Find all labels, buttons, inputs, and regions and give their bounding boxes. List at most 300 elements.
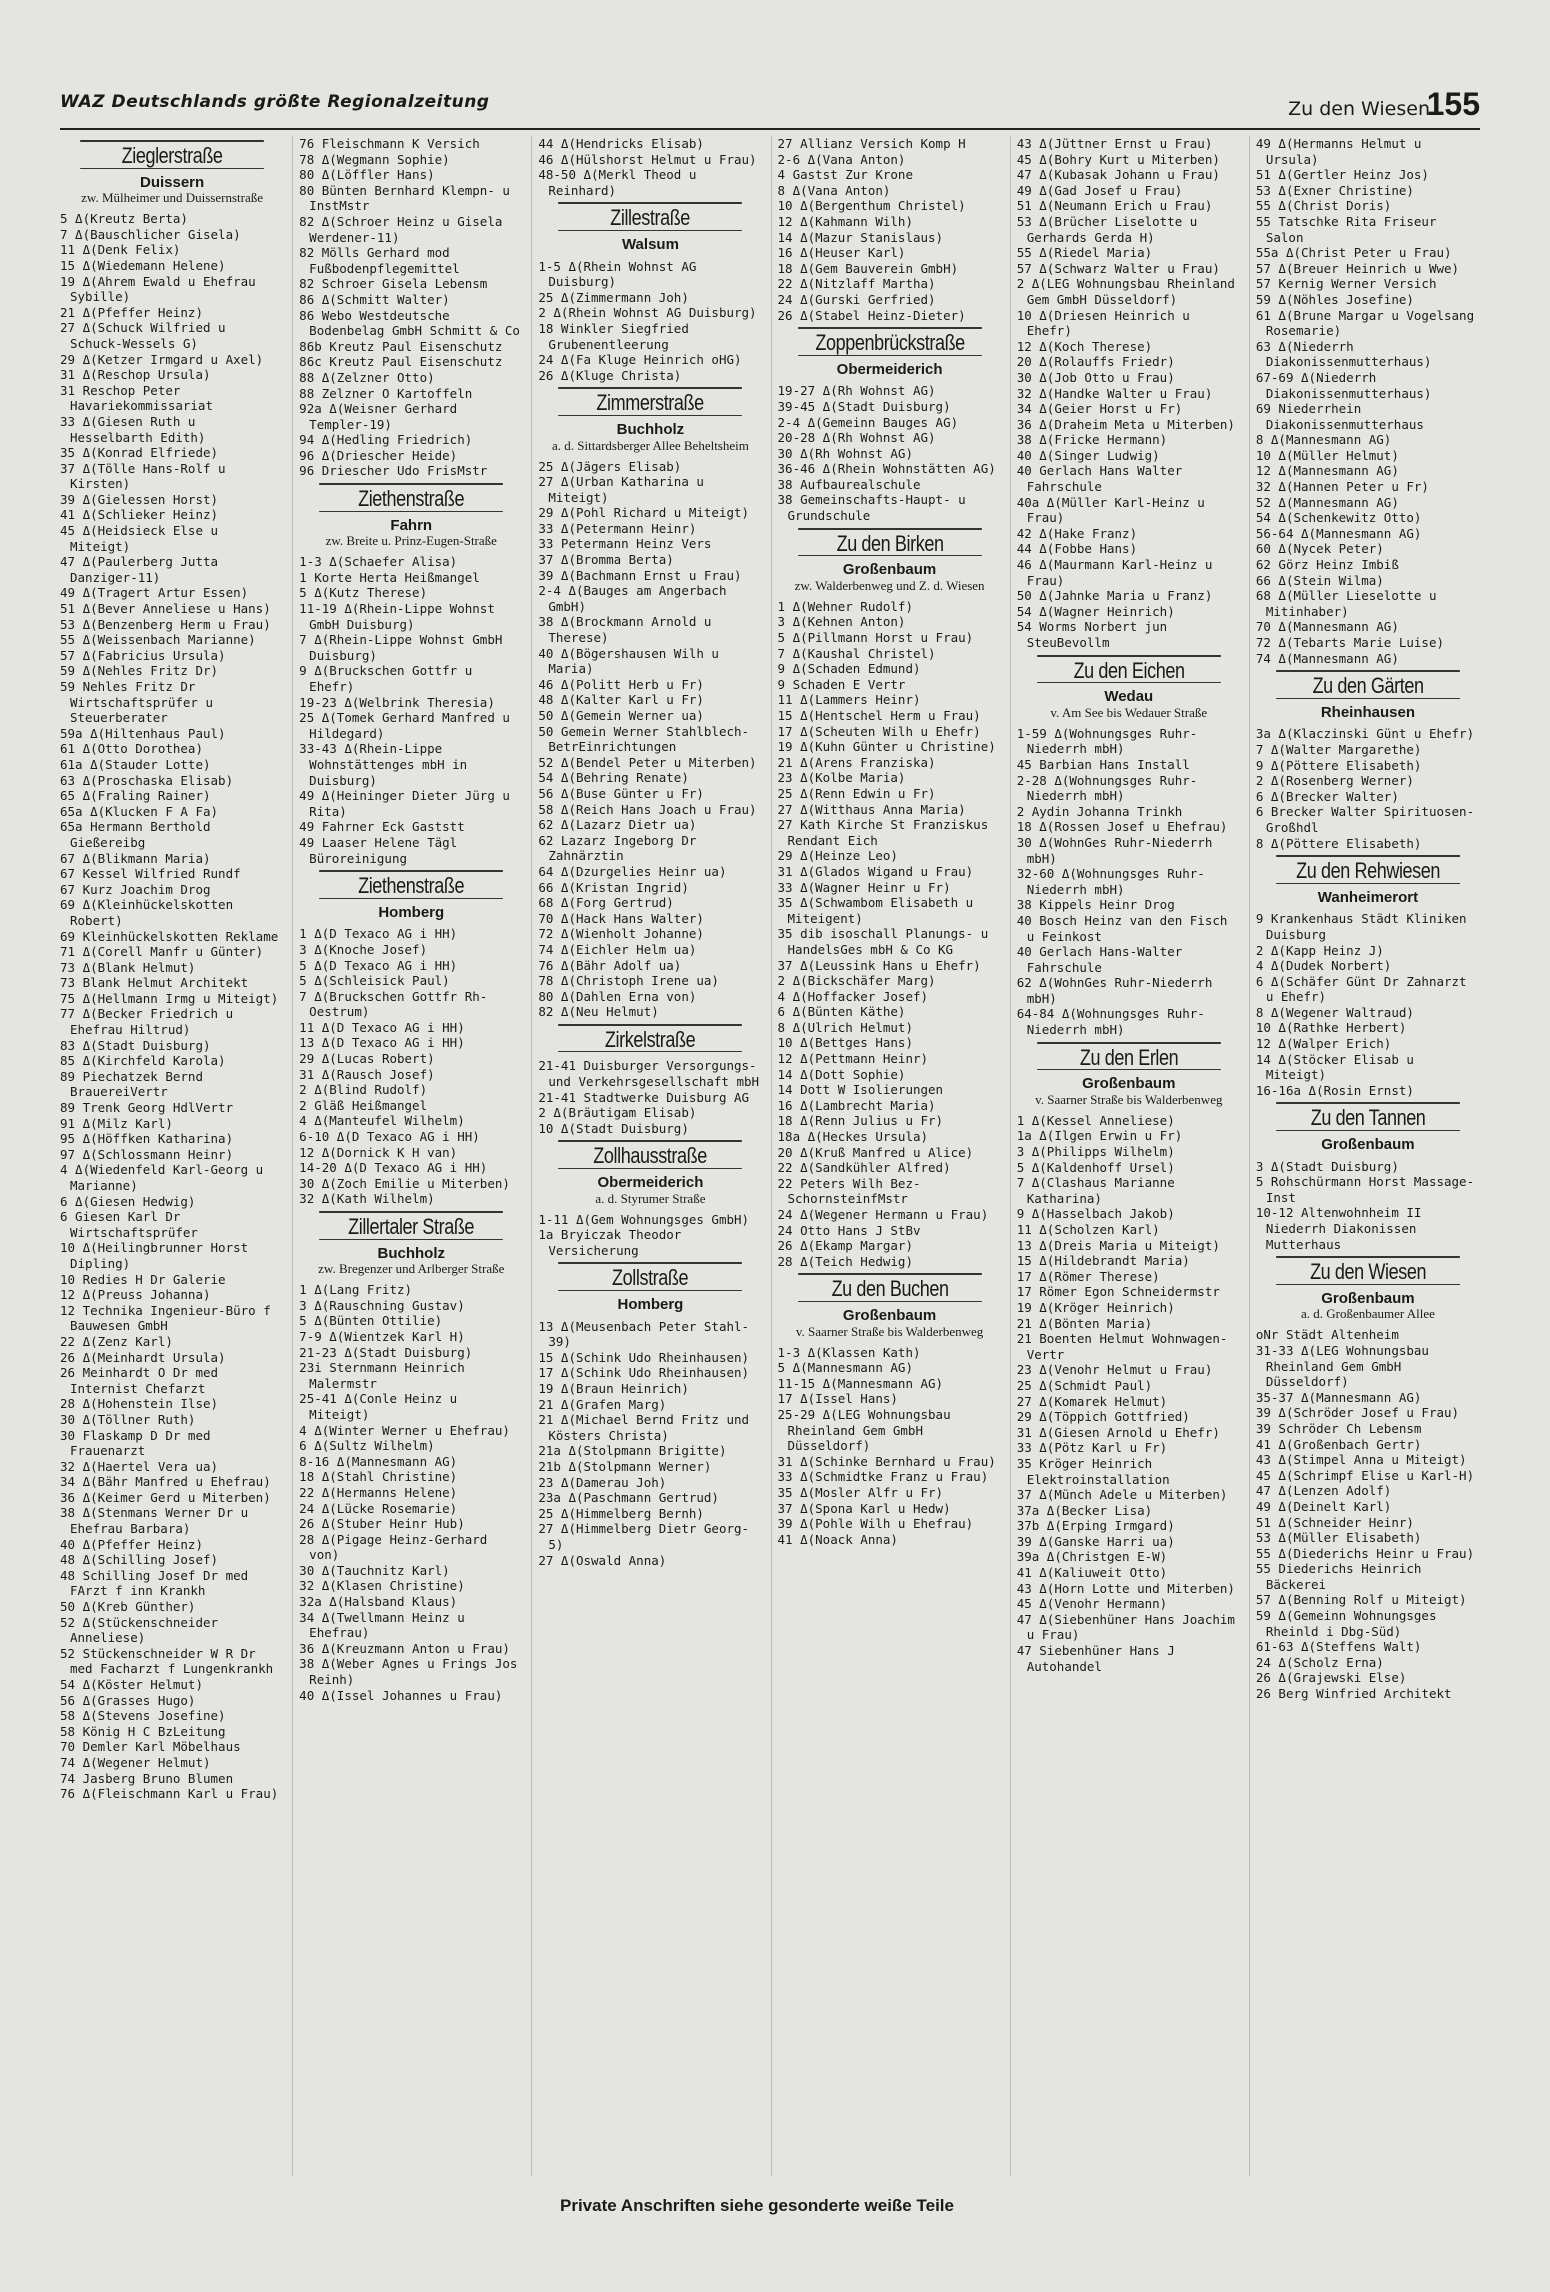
address-entry: 48 Δ(Kalter Karl u Fr) bbox=[538, 692, 704, 708]
address-entry: 19 Δ(Kröger Heinrich) bbox=[1016, 1299, 1175, 1315]
address-entry: 10 Redies H Dr Galerie bbox=[60, 1271, 226, 1287]
address-entry: 24 Δ(Lücke Rosemarie) bbox=[299, 1500, 458, 1516]
address-entry: 1-5 Δ(Rhein Wohnst AG Duisburg) bbox=[538, 258, 697, 290]
directory-page bbox=[60, 70, 1480, 2270]
address-entry: 15 Δ(Schink Udo Rheinhausen) bbox=[538, 1349, 750, 1365]
address-entry: 25 Δ(Schmidt Paul) bbox=[1016, 1377, 1153, 1393]
address-entry: 14 Δ(Mazur Stanislaus) bbox=[777, 229, 944, 245]
address-entry: 2 Δ(Kapp Heinz J) bbox=[1255, 942, 1384, 958]
address-entry: 1a Bryiczak Theodor Versicherung bbox=[538, 1227, 682, 1258]
address-entry: 26 Meinhardt O Dr med Internist Chefarzt bbox=[60, 1365, 219, 1396]
address-entry: 80 Δ(Dahlen Erna von) bbox=[538, 988, 697, 1004]
address-entry: 4 Δ(Wiedenfeld Karl-Georg u Marianne) bbox=[60, 1162, 264, 1193]
address-entry: 39 Δ(Schröder Josef u Frau) bbox=[1255, 1405, 1460, 1421]
address-entry: 12 Δ(Walper Erich) bbox=[1255, 1036, 1392, 1052]
address-entry: 57 Δ(Schwarz Walter u Frau) bbox=[1016, 260, 1220, 276]
address-entry: 36 Δ(Kreuzmann Anton u Frau) bbox=[299, 1640, 510, 1656]
address-entry: 20 Δ(Kruß Manfred u Alice) bbox=[777, 1144, 974, 1160]
address-entry: 27 Δ(Oswald Anna) bbox=[538, 1552, 667, 1568]
address-entry: 86c Kreutz Paul Eisenschutz bbox=[299, 354, 503, 370]
address-entry: 86 Δ(Schmitt Walter) bbox=[299, 291, 450, 307]
address-entry: 48 Schilling Josef Dr med FArzt f inn Krankh bbox=[60, 1567, 249, 1599]
address-entry: 7-9 Δ(Wientzek Karl H) bbox=[299, 1328, 465, 1344]
address-entry: 45 Δ(Schrimpf Elise u Karl-H) bbox=[1255, 1467, 1475, 1483]
address-entry: 82 Schroer Gisela Lebensm bbox=[299, 276, 488, 292]
address-entry: 40 Bosch Heinz van den Fisch u Feinkost bbox=[1016, 912, 1228, 944]
address-entry: 27 Allianz Versich Komp H bbox=[777, 136, 966, 151]
address-entry: 14 Dott W Isolierungen bbox=[777, 1082, 944, 1098]
address-entry: 4 Δ(Hoffacker Josef) bbox=[777, 988, 929, 1004]
address-entry: 24 Δ(Fa Kluge Heinrich oHG) bbox=[538, 352, 742, 368]
address-entry: 9 Δ(Hasselbach Jakob) bbox=[1016, 1206, 1175, 1222]
address-entry: 19 Δ(Braun Heinrich) bbox=[538, 1380, 689, 1396]
address-entry: 59 Nehles Fritz Dr Wirtschaftsprüfer u Steuerberater bbox=[60, 679, 213, 726]
address-entry: 33 Δ(Pötz Karl u Fr) bbox=[1016, 1440, 1168, 1456]
address-entry: 54 Δ(Behring Renate) bbox=[538, 770, 689, 786]
address-entry: 17 Δ(Scheuten Wilh u Ehefr) bbox=[777, 723, 981, 739]
street-district: Fahrn bbox=[390, 516, 433, 534]
address-entry: 77 Δ(Becker Friedrich u Ehefrau Hiltrud) bbox=[60, 1006, 234, 1038]
address-entry: 2-4 Δ(Bauges am Angerbach GmbH) bbox=[538, 583, 727, 614]
address-entry: 65a Δ(Klucken F A Fa) bbox=[60, 803, 219, 819]
address-entry: 18a Δ(Heckes Ursula) bbox=[777, 1129, 929, 1145]
street-location-note: a. d. Großenbaumer Allee bbox=[1300, 1306, 1435, 1322]
address-entry: 83 Δ(Stadt Duisburg) bbox=[60, 1037, 211, 1053]
address-entry: 67 Kurz Joachim Drog bbox=[60, 881, 211, 897]
address-entry: 12 Δ(Kahmann Wilh) bbox=[777, 213, 913, 229]
column-6 bbox=[1249, 136, 1480, 2176]
address-entry: 12 Δ(Pettmann Heinr) bbox=[777, 1051, 929, 1067]
address-entry: 1a Δ(Ilgen Erwin u Fr) bbox=[1016, 1128, 1183, 1144]
address-entry: 22 Peters Wilh Bez-SchornsteinfMstr bbox=[777, 1175, 921, 1207]
address-entry: 37 Δ(Leussink Hans u Ehefr) bbox=[777, 957, 981, 973]
address-entry: 1 Δ(D Texaco AG i HH) bbox=[299, 926, 458, 942]
address-entry: 63 Δ(Niederrh Diakonissenmutterhaus) bbox=[1255, 338, 1432, 370]
address-entry: 55 Δ(Christ Doris) bbox=[1255, 198, 1392, 214]
address-entry: 21 Δ(Pfeffer Heinz) bbox=[60, 304, 203, 320]
address-entry: 82 Mölls Gerhard mod Fußbodenpflegemittel bbox=[299, 245, 460, 276]
address-entry: 96 Δ(Driescher Heide) bbox=[299, 447, 458, 463]
address-entry: 80 Bünten Bernhard Klempn- u InstMstr bbox=[299, 182, 510, 214]
address-entry: 49 Laaser Helene Tägl Büroreinigung bbox=[299, 834, 458, 866]
address-entry: 95 Δ(Höffken Katharina) bbox=[60, 1131, 234, 1147]
address-entry: 45 Δ(Heidsieck Else u Miteigt) bbox=[60, 523, 219, 554]
address-entry: 54 Worms Norbert jun SteuBevollm bbox=[1016, 619, 1168, 650]
address-entry: 27 Δ(Schuck Wilfried u Schuck-Wessels G) bbox=[60, 320, 226, 351]
address-entry: 70 Δ(Mannesmann AG) bbox=[1255, 619, 1399, 635]
street-district: Rheinhausen bbox=[1320, 703, 1416, 721]
address-entry: 70 Δ(Hack Hans Walter) bbox=[538, 910, 704, 926]
address-entry: 1 Korte Herta Heißmangel bbox=[299, 569, 480, 585]
address-entry: 82 Δ(Schroer Heinz u Gisela Werdener-11) bbox=[299, 213, 503, 245]
address-entry: 10 Δ(Driesen Heinrich u Ehefr) bbox=[1016, 307, 1190, 339]
address-entry: 12 Δ(Koch Therese) bbox=[1016, 338, 1153, 354]
address-entry: 2 Δ(Rosenberg Werner) bbox=[1255, 773, 1414, 789]
address-entry: 12 Technika Ingenieur-Büro f Bauwesen GmbH bbox=[60, 1302, 271, 1334]
address-entry: 49 Δ(Deinelt Karl) bbox=[1255, 1498, 1392, 1514]
address-entry: 19 Δ(Kuhn Günter u Christine) bbox=[777, 739, 996, 755]
street-district: Obermeiderich bbox=[597, 1174, 704, 1192]
address-entry: 26 Berg Winfried Architekt bbox=[1255, 1686, 1452, 1702]
street-district: Großenbaum bbox=[842, 561, 937, 579]
address-entry: 70 Demler Karl Möbelhaus bbox=[60, 1739, 241, 1755]
street-district: Duissern bbox=[139, 173, 205, 191]
address-entry: 43 Δ(Stimpel Anna u Miteigt) bbox=[1255, 1452, 1467, 1468]
street-district: Homberg bbox=[617, 1296, 684, 1313]
address-entry: 31 Δ(Giesen Arnold u Ehefr) bbox=[1016, 1424, 1220, 1440]
address-entry: 45 Δ(Bohry Kurt u Miterben) bbox=[1016, 151, 1220, 167]
address-entry: 6 Brecker Walter Spirituosen-Großhdl bbox=[1255, 804, 1475, 835]
address-entry: 14-20 Δ(D Texaco AG i HH) bbox=[299, 1160, 488, 1176]
address-entry: 47 Siebenhüner Hans J Autohandel bbox=[1016, 1643, 1175, 1674]
address-entry: 51 Δ(Bever Anneliese u Hans) bbox=[60, 601, 271, 617]
address-entry: 3 Δ(Kehnen Anton) bbox=[777, 614, 906, 630]
address-entry: 2 Aydin Johanna Trinkh bbox=[1016, 803, 1183, 819]
address-entry: 27 Δ(Urban Katharina u Miteigt) bbox=[538, 474, 704, 505]
address-entry: 21b Δ(Stolpmann Werner) bbox=[538, 1458, 712, 1474]
address-entry: 67-69 Δ(Niederrh Diakonissenmutterhaus) bbox=[1255, 369, 1432, 401]
address-entry: 40 Δ(Pfeffer Heinz) bbox=[60, 1536, 203, 1552]
page-number: 155 bbox=[1426, 86, 1480, 122]
address-entry: 6 Δ(Sultz Wilhelm) bbox=[299, 1438, 435, 1454]
address-entry: 10 Δ(Stadt Duisburg) bbox=[538, 1120, 689, 1136]
address-entry: 4 Δ(Winter Werner u Ehefrau) bbox=[299, 1422, 510, 1438]
street-heading bbox=[299, 1211, 523, 1276]
address-entry: 51 Δ(Schneider Heinr) bbox=[1255, 1514, 1414, 1530]
address-entry: 35 Δ(Schwambom Elisabeth u Miteigent) bbox=[777, 895, 974, 926]
address-entry: 20-28 Δ(Rh Wohnst AG) bbox=[777, 430, 936, 446]
address-entry: 13 Δ(Meusenbach Peter Stahl-39) bbox=[538, 1318, 750, 1350]
address-entry: 23i Sternmann Heinrich Malermstr bbox=[299, 1360, 465, 1391]
column-5 bbox=[1010, 136, 1241, 2176]
address-entry: 10 Δ(Rathke Herbert) bbox=[1255, 1020, 1407, 1036]
address-entry: 44 Δ(Hendricks Elisab) bbox=[538, 136, 704, 151]
address-entry: 5 Δ(Pillmann Horst u Frau) bbox=[777, 630, 974, 646]
column-4 bbox=[771, 136, 1002, 2176]
address-entry: 25 Δ(Himmelberg Bernh) bbox=[538, 1505, 704, 1521]
address-entry: 17 Δ(Schink Udo Rheinhausen) bbox=[538, 1365, 750, 1381]
address-entry: 46 Δ(Hülshorst Helmut u Frau) bbox=[538, 151, 757, 167]
address-entry: 62 Görz Heinz Imbiß bbox=[1255, 557, 1399, 573]
newspaper-brand: WAZ Deutschlands größte Regionalzeitung bbox=[60, 92, 490, 112]
street-name: Zu den Rehwiesen bbox=[1276, 855, 1460, 884]
address-entry: 23a Δ(Paschmann Gertrud) bbox=[538, 1490, 719, 1506]
address-entry: 33 Δ(Giesen Ruth u Hesselbarth Edith) bbox=[60, 413, 206, 445]
address-entry: 26 Δ(Ekamp Margar) bbox=[777, 1238, 913, 1254]
address-entry: 53 Δ(Müller Elisabeth) bbox=[1255, 1530, 1422, 1546]
street-name: Zirkelstraße bbox=[559, 1024, 743, 1053]
address-entry: 23 Δ(Damerau Joh) bbox=[538, 1474, 667, 1490]
address-entry: 11 Δ(Lammers Heinr) bbox=[777, 692, 921, 708]
address-entry: 47 Δ(Siebenhüner Hans Joachim u Frau) bbox=[1016, 1611, 1235, 1643]
address-entry: 65 Δ(Fraling Rainer) bbox=[60, 788, 211, 804]
address-entry: 7 Δ(Walter Margarethe) bbox=[1255, 741, 1422, 757]
address-entry: 26 Δ(Meinhardt Ursula) bbox=[60, 1349, 226, 1365]
address-entry: 39 Δ(Bachmann Ernst u Frau) bbox=[538, 567, 742, 583]
address-entry: 78 Δ(Wegmann Sophie) bbox=[299, 151, 450, 167]
address-entry: 80 Δ(Löffler Hans) bbox=[299, 167, 435, 183]
address-entry: 8 Δ(Vana Anton) bbox=[777, 182, 891, 198]
address-entry: 32 Δ(Hannen Peter u Fr) bbox=[1255, 479, 1429, 495]
address-entry: 3 Δ(Philipps Wilhelm) bbox=[1016, 1144, 1175, 1160]
address-entry: 56 Δ(Grasses Hugo) bbox=[60, 1692, 196, 1708]
address-entry: 33 Δ(Schmidtke Franz u Frau) bbox=[777, 1469, 989, 1485]
address-entry: 24 Δ(Gurski Gerfried) bbox=[777, 291, 936, 307]
address-entry: 17 Römer Egon Schneidermstr bbox=[1016, 1284, 1220, 1300]
address-entry: 59 Δ(Nehles Fritz Dr) bbox=[60, 663, 219, 679]
address-entry: 41 Δ(Noack Anna) bbox=[777, 1531, 898, 1547]
address-entry: 7 Δ(Clashaus Marianne Katharina) bbox=[1016, 1175, 1175, 1206]
address-entry: 19-27 Δ(Rh Wohnst AG) bbox=[777, 383, 936, 399]
address-entry: 41 Δ(Großenbach Gertr) bbox=[1255, 1436, 1422, 1452]
address-entry: 96 Driescher Udo FrisMstr bbox=[299, 463, 488, 479]
address-entry: 58 Δ(Stevens Josefine) bbox=[60, 1708, 226, 1724]
address-entry: 59 Δ(Nöhles Josefine) bbox=[1255, 291, 1414, 307]
address-entry: 73 Δ(Blank Helmut) bbox=[60, 959, 196, 975]
address-entry: 82 Δ(Neu Helmut) bbox=[538, 1004, 659, 1020]
address-entry: 57 Kernig Werner Versich bbox=[1255, 276, 1437, 292]
column-3 bbox=[531, 136, 762, 2176]
address-entry: 37 Δ(Tölle Hans-Rolf u Kirsten) bbox=[60, 460, 226, 492]
address-entry: 53 Δ(Benzenberg Herm u Frau) bbox=[60, 616, 271, 632]
address-entry: 5 Δ(Mannesmann AG) bbox=[777, 1360, 913, 1376]
address-entry: 9 Krankenhaus Städt Kliniken Duisburg bbox=[1255, 911, 1467, 942]
address-entry: 55 Δ(Weissenbach Marianne) bbox=[60, 632, 256, 648]
street-heading bbox=[299, 870, 523, 920]
street-name: Zu den Buchen bbox=[798, 1273, 982, 1302]
address-entry: 1 Δ(Wehner Rudolf) bbox=[777, 598, 913, 614]
address-entry: 76 Δ(Bähr Adolf ua) bbox=[538, 957, 682, 973]
street-district: Großenbaum bbox=[842, 1306, 937, 1324]
street-location-note: zw. Bregenzer und Arlberger Straße bbox=[318, 1261, 505, 1277]
address-entry: 57 Δ(Benning Rolf u Miteigt) bbox=[1255, 1592, 1467, 1608]
address-entry: 29 Δ(Lucas Robert) bbox=[299, 1051, 435, 1067]
address-entry: 35-37 Δ(Mannesmann AG) bbox=[1255, 1389, 1422, 1405]
address-entry: 50 Δ(Gemein Werner ua) bbox=[538, 708, 704, 723]
address-entry: 30 Δ(Tauchnitz Karl) bbox=[299, 1562, 450, 1578]
address-entry: 32 Δ(Haertel Vera ua) bbox=[60, 1458, 219, 1474]
address-entry: 48 Δ(Schilling Josef) bbox=[60, 1552, 219, 1568]
address-entry: 33-43 Δ(Rhein-Lippe Wohnstättenges mbH in Duisburg) bbox=[299, 741, 468, 788]
address-entry: 1-3 Δ(Schaefer Alisa) bbox=[299, 554, 458, 570]
street-name: Zillestraße bbox=[559, 202, 743, 231]
address-entry: 14 Δ(Stöcker Elisab u Miteigt) bbox=[1255, 1051, 1414, 1083]
street-heading bbox=[538, 1024, 762, 1053]
address-entry: 88 Δ(Zelzner Otto) bbox=[299, 369, 435, 385]
address-entry: 21-41 Duisburger Versorgungs- und Verkehrsgesellschaft mbH bbox=[538, 1058, 760, 1090]
address-entry: 52 Stückenschneider W R Dr med Facharzt f Lungenkrankh bbox=[60, 1645, 274, 1677]
street-heading bbox=[299, 483, 523, 548]
street-location-note: a. d. Sittardsberger Allee Beheltsheim bbox=[551, 437, 749, 453]
address-entry: 57 Δ(Breuer Heinrich u Wwe) bbox=[1255, 260, 1460, 276]
address-entry: 21 Δ(Michael Bernd Fritz und Kösters Christa) bbox=[538, 1412, 750, 1443]
address-entry: 67 Δ(Blikmann Maria) bbox=[60, 850, 211, 866]
address-entry: 52 Δ(Stückenschneider Anneliese) bbox=[60, 1614, 219, 1646]
address-entry: 2-6 Δ(Vana Anton) bbox=[777, 151, 906, 167]
address-entry: 33 Petermann Heinz Vers bbox=[538, 536, 712, 552]
address-entry: 35 Δ(Konrad Elfriede) bbox=[60, 445, 219, 461]
address-entry: 56 Δ(Buse Günter u Fr) bbox=[538, 785, 704, 801]
address-entry: 41 Δ(Schlieker Heinz) bbox=[60, 507, 219, 523]
address-entry: 15 Δ(Wiedemann Helene) bbox=[60, 257, 226, 273]
address-entry: 11-19 Δ(Rhein-Lippe Wohnst GmbH Duisburg) bbox=[299, 601, 495, 632]
address-entry: 56-64 Δ(Mannesmann AG) bbox=[1255, 525, 1422, 541]
address-entry: 31-33 Δ(LEG Wohnungsbau Rheinland Gem GmbH Düsseldorf) bbox=[1255, 1342, 1429, 1390]
address-entry: 44 Δ(Fobbe Hans) bbox=[1016, 541, 1138, 557]
address-entry: 39 Schröder Ch Lebensm bbox=[1255, 1420, 1422, 1436]
address-entry: 5 Rohschürmann Horst Massage-Inst bbox=[1255, 1174, 1475, 1205]
address-entry: 49 Δ(Heininger Dieter Jürg u Rita) bbox=[299, 788, 510, 819]
address-entry: 25-41 Δ(Conle Heinz u Miteigt) bbox=[299, 1391, 458, 1422]
address-entry: 1-11 Δ(Gem Wohnungsges GmbH) bbox=[538, 1211, 750, 1227]
address-entry: 29 Δ(Pohl Richard u Miteigt) bbox=[538, 505, 750, 521]
address-entry: 37 Δ(Münch Adele u Miterben) bbox=[1016, 1487, 1228, 1503]
address-entry: 62 Δ(Lazarz Dietr ua) bbox=[538, 817, 697, 833]
address-entry: 10 Δ(Heilingbrunner Horst Dipling) bbox=[60, 1240, 249, 1271]
street-heading bbox=[1017, 1042, 1241, 1107]
address-entry: 92a Δ(Weisner Gerhard Templer-19) bbox=[299, 401, 458, 432]
address-entry: 28 Δ(Hohenstein Ilse) bbox=[60, 1396, 219, 1412]
address-entry: 28 Δ(Teich Hedwig) bbox=[777, 1253, 913, 1269]
address-entry: 49 Fahrner Eck Gaststt bbox=[299, 819, 465, 835]
address-entry: 78 Δ(Christoph Irene ua) bbox=[538, 973, 719, 989]
address-entry: 30 Flaskamp D Dr med Frauenarzt bbox=[60, 1427, 211, 1459]
address-entry: 12 Δ(Dornick K H van) bbox=[299, 1144, 458, 1160]
address-entry: 46 Δ(Maurmann Karl-Heinz u Frau) bbox=[1016, 557, 1213, 588]
address-entry: 8 Δ(Ulrich Helmut) bbox=[777, 1019, 913, 1035]
address-entry: 6-10 Δ(D Texaco AG i HH) bbox=[299, 1129, 480, 1145]
address-entry: 94 Δ(Hedling Friedrich) bbox=[299, 432, 473, 448]
address-entry: 72 Δ(Tebarts Marie Luise) bbox=[1255, 635, 1445, 650]
address-entry: 18 Δ(Gem Bauverein GmbH) bbox=[777, 260, 959, 276]
address-entry: 69 Kleinhückelskotten Reklame bbox=[60, 928, 279, 944]
address-entry: 6 Giesen Karl Dr Wirtschaftsprüfer bbox=[60, 1209, 198, 1240]
street-district: Großenbaum bbox=[1321, 1136, 1415, 1154]
address-entry: 25 Δ(Jägers Elisab) bbox=[538, 458, 682, 474]
address-entry: 62 Δ(WohnGes Ruhr-Niederrh mbH) bbox=[1016, 975, 1213, 1006]
address-entry: 8-16 Δ(Mannesmann AG) bbox=[299, 1453, 458, 1469]
address-entry: 58 König H C BzLeitung bbox=[60, 1723, 226, 1739]
address-entry: 37b Δ(Erping Irmgard) bbox=[1016, 1518, 1175, 1534]
address-entry: 21 Δ(Grafen Marg) bbox=[538, 1396, 667, 1412]
address-entry: 21 Δ(Bönten Maria) bbox=[1016, 1315, 1153, 1331]
address-entry: 30 Δ(Töllner Ruth) bbox=[60, 1411, 196, 1427]
address-entry: 85 Δ(Kirchfeld Karola) bbox=[60, 1053, 226, 1069]
address-entry: 27 Δ(Himmelberg Dietr Georg-5) bbox=[538, 1521, 750, 1552]
address-entry: 19-23 Δ(Welbrink Theresia) bbox=[299, 694, 495, 710]
address-entry: 32 Δ(Kath Wilhelm) bbox=[299, 1191, 435, 1207]
street-name: Zollstraße bbox=[559, 1262, 743, 1291]
address-entry: 39a Δ(Christgen E-W) bbox=[1016, 1549, 1168, 1565]
address-entry: 11 Δ(Scholzen Karl) bbox=[1016, 1222, 1160, 1237]
address-entry: 1 Δ(Kessel Anneliese) bbox=[1016, 1112, 1175, 1128]
address-entry: 53 Δ(Brücher Liselotte u Gerhards Gerda H) bbox=[1016, 213, 1198, 245]
address-entry: 22 Δ(Nitzlaff Martha) bbox=[777, 276, 936, 292]
address-entry: 21 Δ(Arens Franziska) bbox=[777, 754, 936, 770]
address-entry: 38 Aufbaurealschule bbox=[777, 476, 921, 492]
address-entry: 24 Δ(Wegener Hermann u Frau) bbox=[777, 1207, 989, 1222]
street-heading bbox=[1256, 1256, 1480, 1321]
address-entry: 11 Δ(Denk Felix) bbox=[60, 242, 181, 258]
address-entry: 21a Δ(Stolpmann Brigitte) bbox=[538, 1443, 727, 1459]
address-entry: 15 Δ(Hildebrandt Maria) bbox=[1016, 1253, 1190, 1269]
street-district: Buchholz bbox=[616, 420, 685, 438]
address-entry: 29 Δ(Töppich Gottfried) bbox=[1016, 1409, 1190, 1425]
address-entry: 10 Δ(Müller Helmut) bbox=[1255, 447, 1399, 463]
street-heading bbox=[778, 327, 1002, 377]
address-entry: 31 Δ(Rausch Josef) bbox=[299, 1066, 435, 1082]
street-district: Homberg bbox=[378, 903, 445, 921]
street-district: Obermeiderich bbox=[836, 360, 943, 378]
address-entry: 46 Δ(Politt Herb u Fr) bbox=[538, 676, 704, 692]
address-entry: 37a Δ(Becker Lisa) bbox=[1016, 1502, 1153, 1518]
address-entry: 37 Δ(Bromma Berta) bbox=[538, 552, 674, 568]
address-entry: 38 Δ(Weber Agnes u Frings Jos Reinh) bbox=[299, 1656, 518, 1688]
address-entry: 9 Schaden E Vertr bbox=[777, 676, 906, 692]
address-entry: 16-16a Δ(Rosin Ernst) bbox=[1255, 1082, 1414, 1098]
address-entry: 64-84 Δ(Wohnungsges Ruhr-Niederrh mbH) bbox=[1016, 1006, 1205, 1038]
address-entry: 10 Δ(Bettges Hans) bbox=[777, 1035, 913, 1051]
address-entry: 31 Reschop Peter Havariekommissariat bbox=[60, 382, 213, 414]
address-entry: 22 Δ(Hermanns Helene) bbox=[299, 1484, 458, 1500]
street-name: Zu den Wiesen bbox=[1276, 1256, 1460, 1285]
street-district: Walsum bbox=[621, 235, 679, 253]
address-entry: 30 Δ(WohnGes Ruhr-Niederrh mbH) bbox=[1016, 834, 1213, 866]
address-entry: 1-3 Δ(Klassen Kath) bbox=[777, 1344, 921, 1360]
address-entry: 57 Δ(Fabricius Ursula) bbox=[60, 647, 226, 663]
street-location-note: v. Saarner Straße bis Walderbenweg bbox=[1035, 1091, 1223, 1107]
street-name: Zollhausstraße bbox=[559, 1140, 743, 1169]
address-entry: 4 Δ(Dudek Norbert) bbox=[1255, 958, 1392, 974]
street-location-note: zw. Breite u. Prinz-Eugen-Straße bbox=[325, 533, 497, 549]
address-entry: 34 Δ(Bähr Manfred u Ehefrau) bbox=[60, 1474, 271, 1490]
address-entry: 6 Δ(Giesen Hedwig) bbox=[60, 1193, 196, 1209]
address-entry: 49 Δ(Gad Josef u Frau) bbox=[1016, 182, 1183, 198]
address-entry: 28 Δ(Pigage Heinz-Gerhard von) bbox=[299, 1531, 488, 1563]
masthead bbox=[60, 80, 1480, 130]
address-entry: 29 Δ(Ketzer Irmgard u Axel) bbox=[60, 351, 264, 367]
address-entry: 24 Otto Hans J StBv bbox=[777, 1222, 921, 1238]
address-entry: 66 Δ(Kristan Ingrid) bbox=[538, 879, 689, 895]
address-entry: 52 Δ(Mannesmann AG) bbox=[1255, 494, 1399, 510]
address-entry: 32 Δ(Klasen Christine) bbox=[299, 1578, 465, 1594]
address-entry: 6 Δ(Schäfer Günt Dr Zahnarzt u Ehefr) bbox=[1255, 973, 1467, 1005]
address-entry: 18 Δ(Renn Julius u Fr) bbox=[777, 1113, 944, 1129]
address-entry: 5 Δ(Kutz Therese) bbox=[299, 585, 428, 601]
address-entry: 21-23 Δ(Stadt Duisburg) bbox=[299, 1344, 473, 1360]
address-entry: 58 Δ(Reich Hans Joach u Frau) bbox=[538, 801, 757, 817]
address-entry: 33 Δ(Wagner Heinr u Fr) bbox=[777, 879, 951, 895]
address-entry: 47 Δ(Kubasak Johann u Frau) bbox=[1016, 167, 1220, 183]
address-entry: 36-46 Δ(Rhein Wohnstätten AG) bbox=[777, 461, 996, 477]
address-entry: 54 Δ(Köster Helmut) bbox=[60, 1677, 203, 1692]
address-entry: 9 Δ(Pöttere Elisabeth) bbox=[1255, 757, 1422, 773]
address-entry: 2-28 Δ(Wohnungsges Ruhr-Niederrh mbH) bbox=[1016, 772, 1198, 804]
address-entry: 45 Δ(Venohr Hermann) bbox=[1016, 1596, 1168, 1612]
address-entry: 24 Δ(Scholz Erna) bbox=[1255, 1654, 1384, 1670]
address-entry: 30 Δ(Zoch Emilie u Miterben) bbox=[299, 1175, 510, 1191]
address-entry: 29 Δ(Heinze Leo) bbox=[777, 848, 898, 864]
address-entry: 60 Δ(Nycek Peter) bbox=[1255, 541, 1384, 557]
address-entry: 59a Δ(Hiltenhaus Paul) bbox=[60, 725, 226, 741]
address-entry: 18 Δ(Rossen Josef u Ehefrau) bbox=[1016, 819, 1228, 835]
address-entry: 5 Δ(D Texaco AG i HH) bbox=[299, 957, 458, 973]
address-entry: 36 Δ(Keimer Gerd u Miterben) bbox=[60, 1489, 271, 1505]
address-entry: 27 Δ(Witthaus Anna Maria) bbox=[777, 801, 966, 817]
address-entry: 55 Diederichs Heinrich Bäckerei bbox=[1255, 1561, 1422, 1592]
street-location-note: zw. Walderbenweg und Z. d. Wiesen bbox=[794, 577, 985, 593]
address-entry: 39-45 Δ(Stadt Duisburg) bbox=[777, 398, 951, 414]
